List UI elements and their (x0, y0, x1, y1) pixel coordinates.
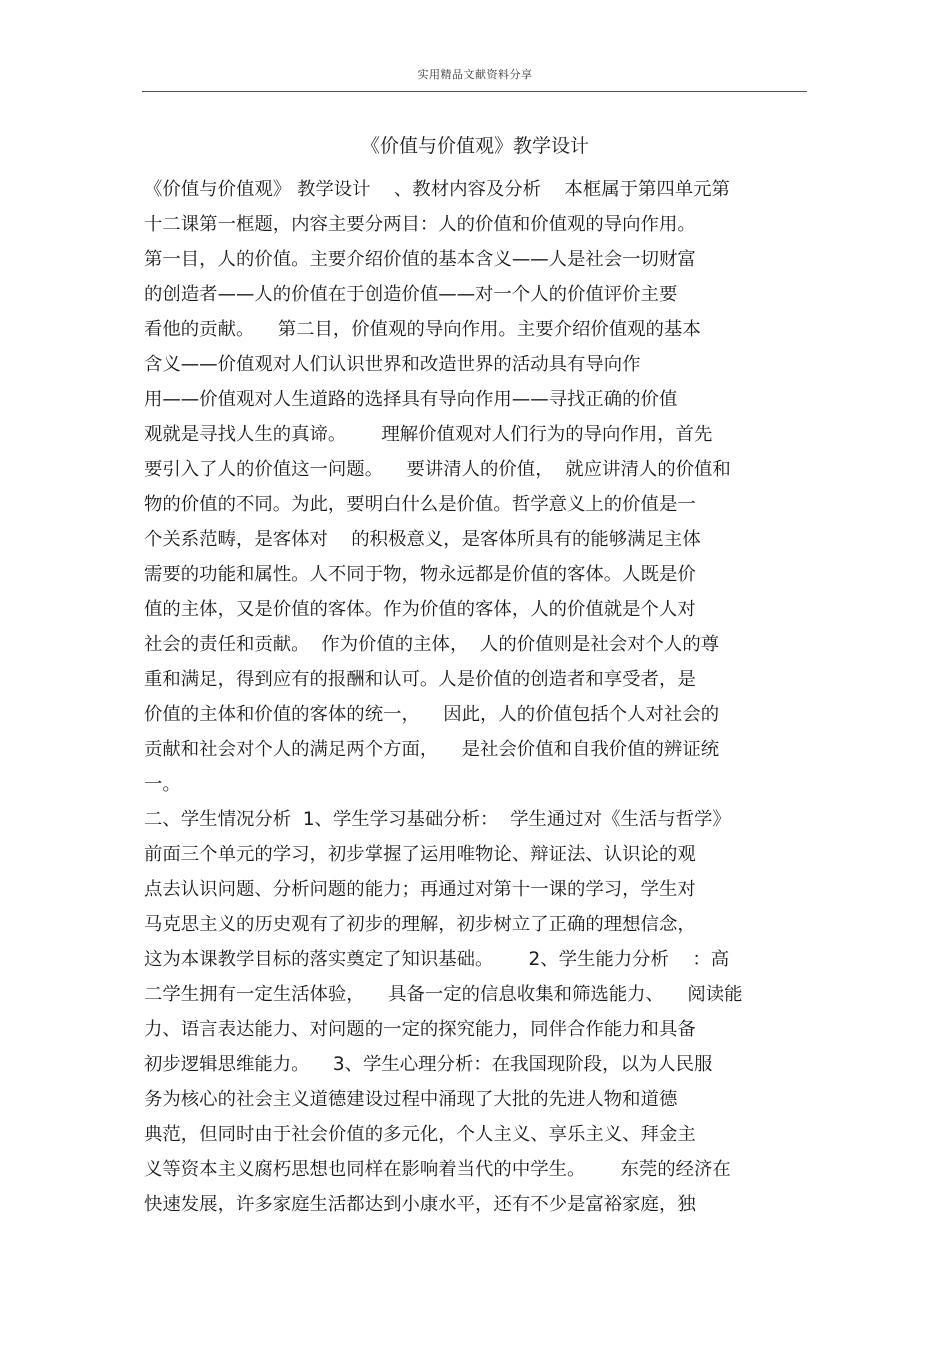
body-line: 用——价值观对人生道路的选择具有导向作用——寻找正确的价值 (144, 389, 678, 410)
body-line: 社会的责任和贡献。 作为价值的主体， 人的价值则是社会对个人的尊 (144, 634, 720, 655)
body-line: 第一目，人的价值。主要介绍价值的基本含义——人是社会一切财富 (144, 249, 696, 270)
body-line: 快速发展，许多家庭生活都达到小康水平，还有不少是富裕家庭，独 (144, 1194, 696, 1215)
document-title: 《价值与价值观》教学设计 (360, 135, 589, 157)
body-line: 重和满足，得到应有的报酬和认可。人是价值的创造者和享受者，是 (144, 669, 696, 690)
body-line: 一。 (144, 774, 181, 795)
body-line: 《价值与价值观》 教学设计 、教材内容及分析 本框属于第四单元第 (144, 179, 730, 200)
body-line: 个关系范畴，是客体对 的积极意义，是客体所具有的能够满足主体 (144, 529, 701, 550)
body-line: 看他的贡献。 第二目，价值观的导向作用。主要介绍价值观的基本 (144, 319, 701, 340)
body-line: 典范，但同时由于社会价值的多元化，个人主义、享乐主义、拜金主 (144, 1124, 696, 1145)
body-line: 观就是寻找人生的真谛。 理解价值观对人们行为的导向作用，首先 (144, 424, 713, 445)
body-line: 前面三个单元的学习，初步掌握了运用唯物论、辩证法、认识论的观 (144, 844, 696, 865)
body-line: 点去认识问题、分析问题的能力；再通过对第十一课的学习，学生对 (144, 879, 696, 900)
body-line: 务为核心的社会主义道德建设过程中涌现了大批的先进人物和道德 (144, 1089, 678, 1110)
body-line: 含义——价值观对人们认识世界和改造世界的活动具有导向作 (144, 354, 641, 375)
body-line: 物的价值的不同。为此，要明白什么是价值。哲学意义上的价值是一 (144, 494, 696, 515)
body-line: 需要的功能和属性。人不同于物，物永远都是价值的客体。人既是价 (144, 564, 696, 585)
header-divider (142, 91, 807, 92)
body-line: 初步逻辑思维能力。 3、学生心理分析：在我国现阶段，以为人民服 (144, 1054, 713, 1075)
body-line: 义等资本主义腐朽思想也同样在影响着当代的中学生。 东莞的经济在 (144, 1159, 731, 1180)
running-header: 实用精品文献资料分享 (417, 68, 533, 81)
body-line: 贡献和社会对个人的满足两个方面， 是社会价值和自我价值的辨证统 (144, 739, 720, 760)
body-line: 要引入了人的价值这一问题。 要讲清人的价值， 就应讲清人的价值和 (144, 459, 731, 480)
body-line: 的创造者——人的价值在于创造价值——对一个人的价值评价主要 (144, 284, 678, 305)
body-line: 值的主体，又是价值的客体。作为价值的客体，人的价值就是个人对 (144, 599, 696, 620)
body-line: 二学生拥有一定生活体验， 具备一定的信息收集和筛选能力、 阅读能 (144, 984, 743, 1005)
body-line: 价值的主体和价值的客体的统一， 因此，人的价值包括个人对社会的 (144, 704, 720, 725)
document-body (144, 172, 824, 1222)
body-line: 十二课第一框题，内容主要分两目：人的价值和价值观的导向作用。 (144, 214, 696, 235)
body-line: 这为本课教学目标的落实奠定了知识基础。 2、学生能力分析 ：高 (144, 949, 730, 970)
body-line: 马克思主义的历史观有了初步的理解，初步树立了正确的理想信念， (144, 914, 696, 935)
body-line: 力、语言表达能力、对问题的一定的探究能力，同伴合作能力和具备 (144, 1019, 696, 1040)
body-line: 二、学生情况分析 1、学生学习基础分析： 学生通过对《生活与哲学》 (144, 809, 731, 830)
